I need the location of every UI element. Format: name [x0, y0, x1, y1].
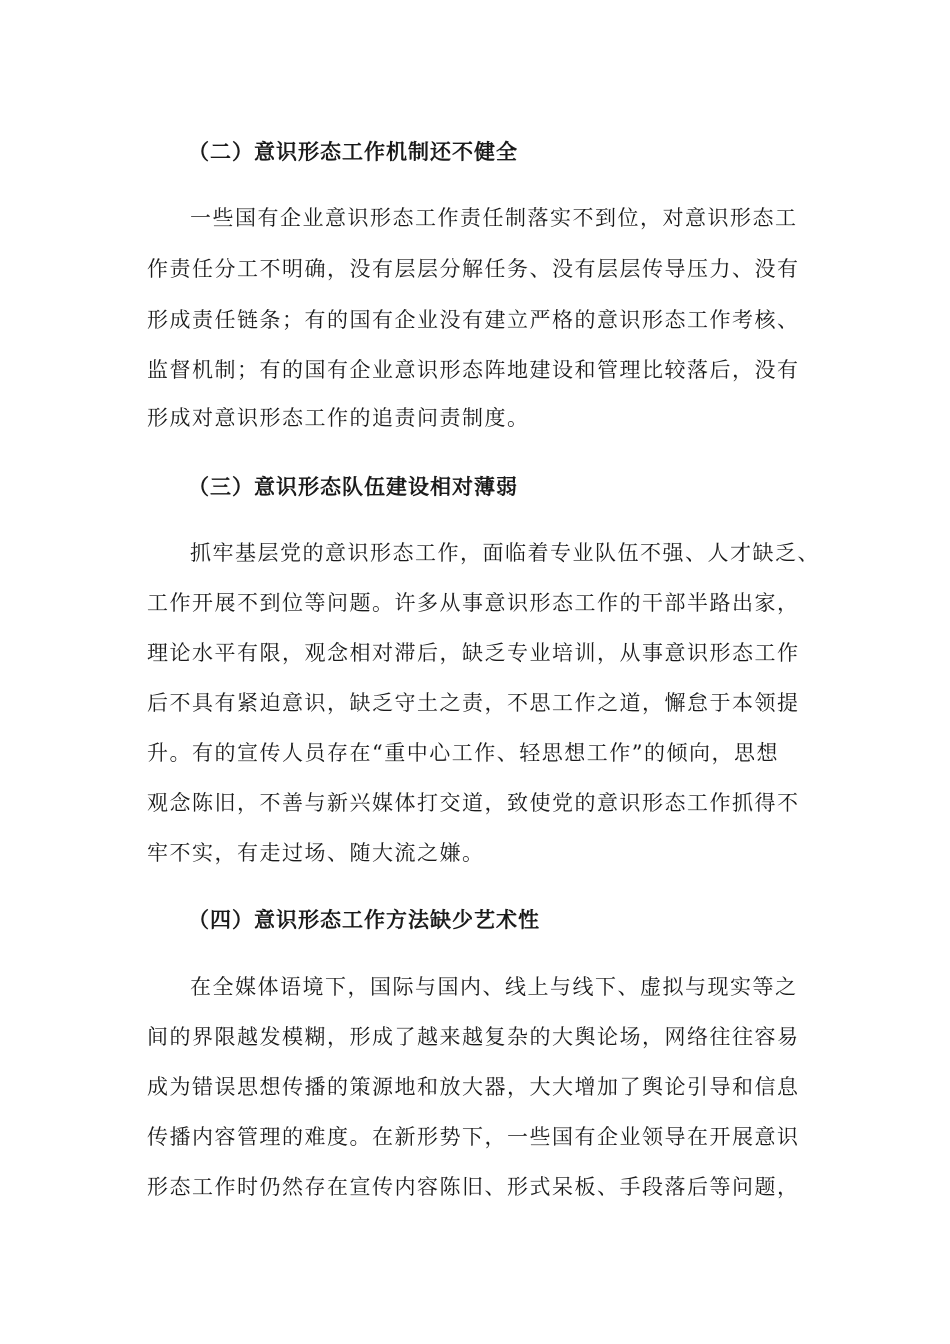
paragraph-line: 观念陈旧，不善与新兴媒体打交道，致使党的意识形态工作抓得不	[147, 791, 800, 815]
paragraph-line: 理论水平有限，观念相对滞后，缺乏专业培训，从事意识形态工作	[147, 641, 800, 665]
paragraph-line: 工作开展不到位等问题。许多从事意识形态工作的干部半路出家，	[147, 591, 800, 615]
paragraph-line: 监督机制；有的国有企业意识形态阵地建设和管理比较落后，没有	[147, 358, 800, 382]
paragraph-line: 抓牢基层党的意识形态工作，面临着专业队伍不强、人才缺乏、	[190, 541, 820, 565]
paragraph-line: 成为错误思想传播的策源地和放大器，大大增加了舆论引导和信息	[147, 1075, 800, 1099]
paragraph-line: 形态工作时仍然存在宣传内容陈旧、形式呆板、手段落后等问题，	[147, 1175, 800, 1199]
paragraph-line: 作责任分工不明确，没有层层分解任务、没有层层传导压力、没有	[147, 257, 800, 281]
paragraph-line: 形成对意识形态工作的追责问责制度。	[147, 406, 530, 430]
section-heading-3: （三）意识形态队伍建设相对薄弱	[188, 475, 518, 499]
paragraph-line: 后不具有紧迫意识，缺乏守土之责，不思工作之道，懈怠于本领提	[147, 691, 800, 715]
paragraph-line: 升。有的宣传人员存在“重中心工作、轻思想工作”的倾向，思想	[147, 741, 779, 765]
section-heading-2: （二）意识形态工作机制还不健全	[188, 140, 518, 164]
paragraph-line: 一些国有企业意识形态工作责任制落实不到位，对意识形态工	[190, 206, 798, 230]
paragraph-line: 间的界限越发模糊，形成了越来越复杂的大舆论场，网络往往容易	[147, 1025, 800, 1049]
section-heading-4: （四）意识形态工作方法缺少艺术性	[188, 908, 540, 932]
paragraph-line: 形成责任链条；有的国有企业没有建立严格的意识形态工作考核、	[147, 308, 800, 332]
paragraph-line: 在全媒体语境下，国际与国内、线上与线下、虚拟与现实等之	[190, 975, 798, 999]
paragraph-line: 牢不实，有走过场、随大流之嫌。	[147, 841, 485, 865]
paragraph-line: 传播内容管理的难度。在新形势下，一些国有企业领导在开展意识	[147, 1125, 800, 1149]
